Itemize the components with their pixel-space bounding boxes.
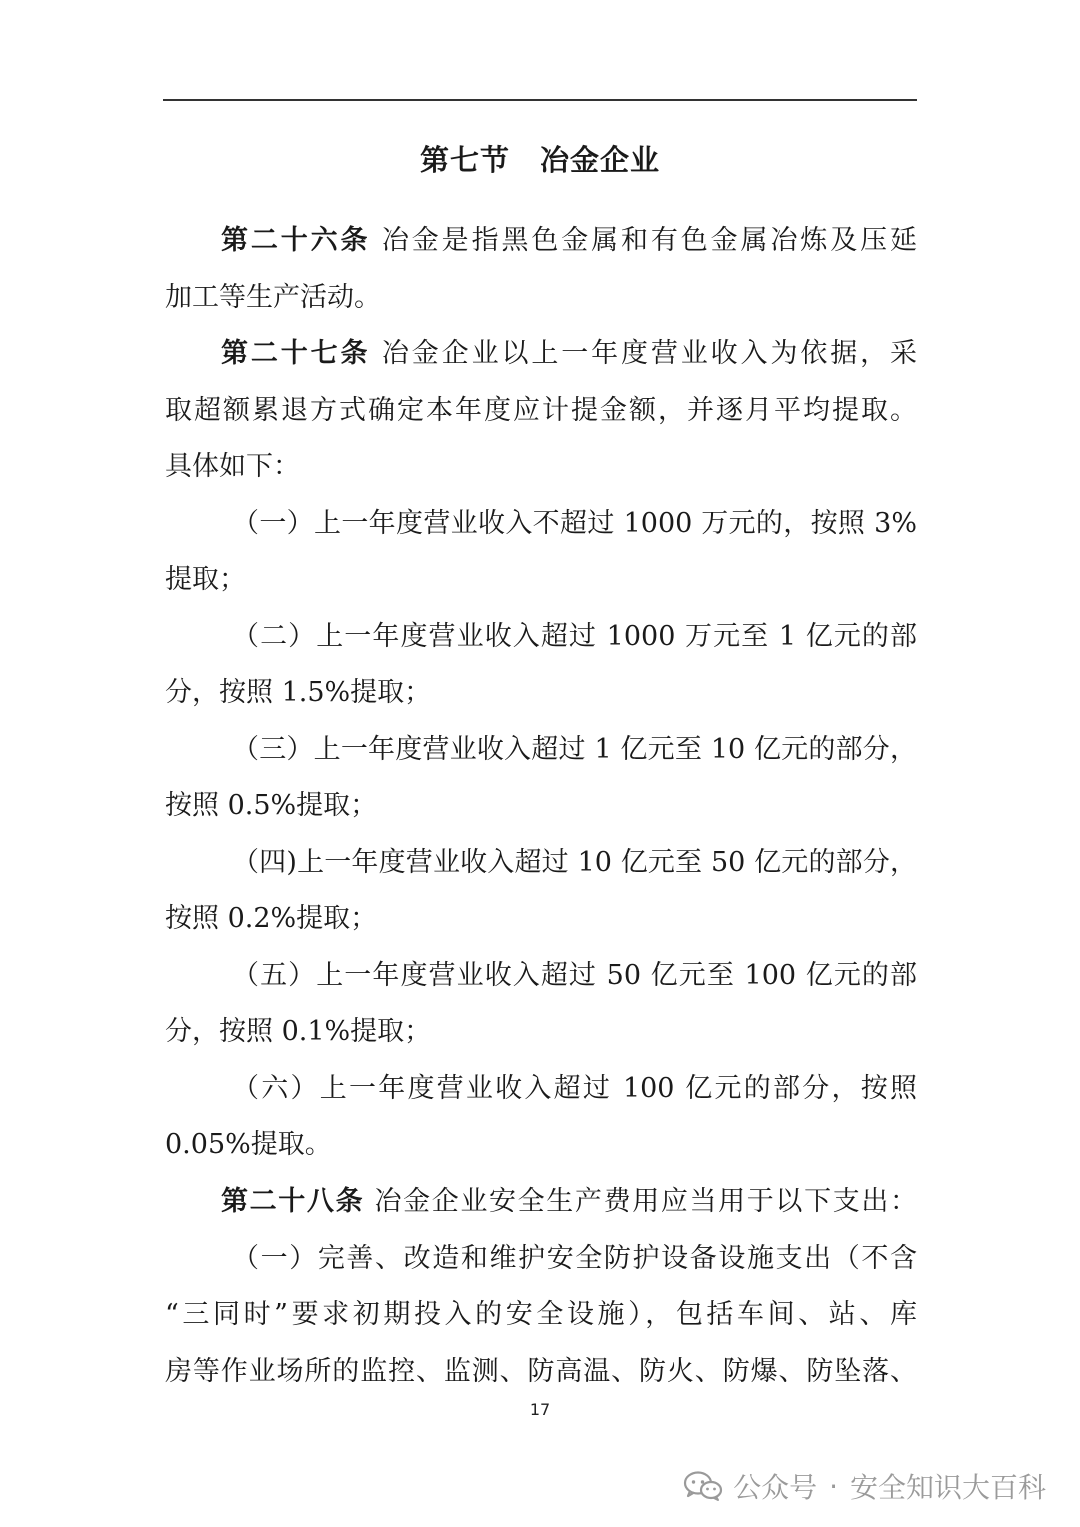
watermark-account-type: 公众号 [733,1471,818,1504]
article-27-line-3: 具体如下： [165,451,300,482]
item-4-line-2: 按照 0.2%提取； [165,903,378,934]
item-4-line-1: （四)上一年度营业收入超过 10 亿元至 50 亿元的部分， [232,847,917,878]
line-text: 冶金是指黑色金属和有色金属冶炼及压延 [370,225,917,256]
item-5-line-2: 分，按照 0.1%提取； [165,1016,432,1047]
watermark [683,1464,1046,1508]
item-6-line-2: 0.05%提取。 [165,1129,332,1160]
watermark-separator: · [829,1469,838,1503]
item-1-line-2: 提取； [165,564,246,595]
item-3-line-1: （三）上一年度营业收入超过 1 亿元至 10 亿元的部分， [232,734,917,765]
line-text: 冶金企业安全生产费用应当用于以下支出： [364,1186,917,1217]
article-28-line-4: 房等作业场所的监控、监测、防高温、防火、防爆、防坠落、 [165,1356,917,1387]
article-28-line-1 [221,1182,917,1222]
article-label: 第二十八条 [221,1186,365,1217]
wechat-icon [683,1470,723,1502]
article-label: 第二十六条 [221,225,371,256]
article-26-line-2: 加工等生产活动。 [165,282,381,313]
header-rule [163,99,917,101]
watermark-account-name: 安全知识大百科 [849,1471,1046,1504]
item-3-line-2: 按照 0.5%提取； [165,790,378,821]
article-27-line-2: 取超额累退方式确定本年度应计提金额，并逐月平均提取。 [165,395,917,426]
page-number: 17 [529,1400,551,1419]
article-label: 第二十七条 [221,338,371,369]
article-28-line-3: “三同时”要求初期投入的安全设施），包括车间、站、库 [165,1299,917,1330]
article-26-line-1 [221,221,917,261]
line-text: 冶金企业以上一年度营业收入为依据，采 [370,338,917,369]
item-6-line-1: （六）上一年度营业收入超过 100 亿元的部分，按照 [232,1073,917,1104]
item-2-line-1: （二）上一年度营业收入超过 1000 万元至 1 亿元的部 [232,621,917,652]
article-28-line-2: （一）完善、改造和维护安全防护设备设施支出（不含 [232,1243,917,1274]
section-title: 第七节 冶金企业 [419,143,660,177]
item-1-line-1: （一）上一年度营业收入不超过 1000 万元的，按照 3% [232,508,917,539]
article-27-line-1 [221,334,917,374]
item-5-line-1: （五）上一年度营业收入超过 50 亿元至 100 亿元的部 [232,960,917,991]
item-2-line-2: 分，按照 1.5%提取； [165,677,432,708]
